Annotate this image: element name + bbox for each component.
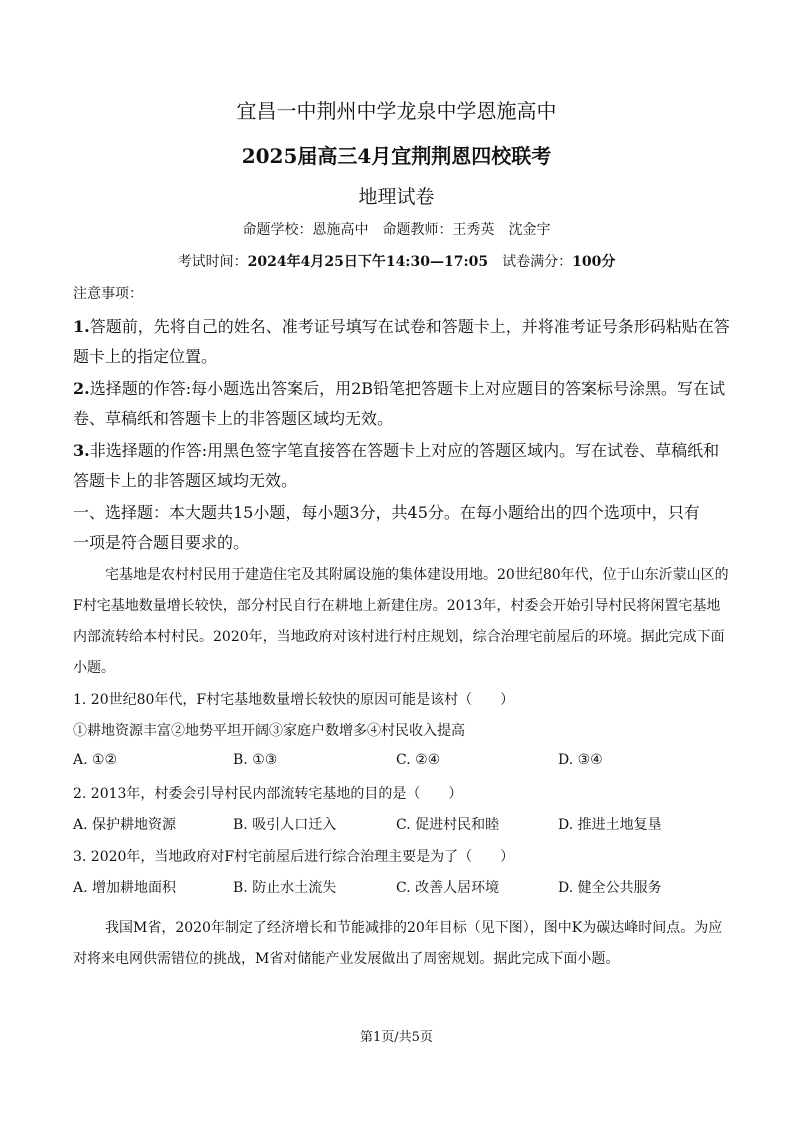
notice-item-1-line2: 题卡上的指定位置。 [73, 347, 218, 366]
schools-title: 宜昌一中荆州中学龙泉中学恩施高中 [236, 99, 557, 123]
exam-time-info [0, 251, 793, 271]
question-1-option-d: D. ③④ [558, 752, 603, 768]
question-3-option-b: B. 防止水土流失 [233, 880, 337, 896]
question-1-stem: 1. 20世纪80年代，F村宅基地数量增长较快的原因可能是该村（ ） [73, 692, 515, 708]
question-2-option-d: D. 推进土地复垦 [558, 817, 662, 833]
setter-info: 命题学校：恩施高中 命题教师：王秀英 沈金宇 [242, 222, 551, 238]
notice-title: 注意事项： [73, 286, 143, 302]
notice-item-2-line2: 卷、草稿纸和答题卡上的非答题区域均无效。 [73, 409, 394, 428]
passage2-line1: 我国M省，2020年制定了经济增长和节能减排的20年目标（见下图），图中K为碳达峰时间点。为应 [105, 920, 723, 936]
time-label: 考试时间： [177, 254, 248, 270]
passage1-line2: F村宅基地数量增长较快，部分村民自行在耕地上新建住房。2013年，村委会开始引导村民将闲置宅基地 [73, 598, 721, 614]
question-2-option-a: A. 保护耕地资源 [73, 817, 177, 833]
question-3-option-c: C. 改善人居环境 [396, 880, 500, 896]
notice-item-2-line1: 2.选择题的作答:每小题选出答案后，用2B铅笔把答题卡上对应题目的答案标号涂黑。写在试 [73, 379, 726, 398]
notice-item-3-line2: 答题卡上的非答题区域均无效。 [73, 471, 298, 490]
question-1-option-c: C. ②④ [396, 752, 441, 768]
question-1-option-b: B. ①③ [233, 752, 278, 768]
question-2-option-c: C. 促进村民和睦 [396, 817, 500, 833]
time-value: 2024年4月25日下午14:30—17:05 [247, 254, 489, 270]
question-2-stem: 2. 2013年，村委会引导村民内部流转宅基地的目的是（ ） [73, 786, 463, 802]
question-1-option-a: A. ①② [73, 752, 118, 768]
question-3-stem: 3. 2020年，当地政府对F村宅前屋后进行综合治理主要是为了（ ） [73, 849, 515, 865]
passage1-line4: 小题。 [73, 660, 115, 676]
score-label: 试卷满分： [502, 254, 573, 270]
page-footer: 第1页/共5页 [360, 1030, 433, 1045]
exam-title: 2025届高三4月宜荆荆恩四校联考 [241, 144, 552, 168]
section-heading-line1: 一、选择题：本大题共15小题，每小题3分，共45分。在每小题给出的四个选项中，只有 [73, 503, 700, 522]
notice-item-1-line1: 1.答题前，先将自己的姓名、准考证号填写在试卷和答题卡上，并将准考证号条形码粘贴在答 [73, 317, 730, 336]
section-heading-line2: 一项是符合题目要求的。 [73, 533, 250, 552]
passage2-line2: 对将来电网供需错位的挑战，M省对储能产业发展做出了周密规划。据此完成下面小题。 [73, 951, 620, 967]
question-2-option-b: B. 吸引人口迁入 [233, 817, 337, 833]
question-3-option-d: D. 健全公共服务 [558, 880, 662, 896]
subject-title: 地理试卷 [358, 186, 435, 208]
score-value: 100分 [572, 254, 616, 270]
passage1-line3: 内部流转给本村村民。2020年，当地政府对该村进行村庄规划，综合治理宅前屋后的环境。据此完成下面 [73, 629, 725, 645]
question-3-option-a: A. 增加耕地面积 [73, 880, 177, 896]
notice-item-3-line1: 3.非选择题的作答:用黑色签字笔直接答在答题卡上对应的答题区域内。写在试卷、草稿纸和 [73, 441, 720, 460]
question-1-statements: ①耕地资源丰富②地势平坦开阔③家庭户数增多④村民收入提高 [73, 723, 465, 739]
passage1-line1: 宅基地是农村村民用于建造住宅及其附属设施的集体建设用地。20世纪80年代，位于山东沂蒙山区的 [105, 567, 729, 583]
